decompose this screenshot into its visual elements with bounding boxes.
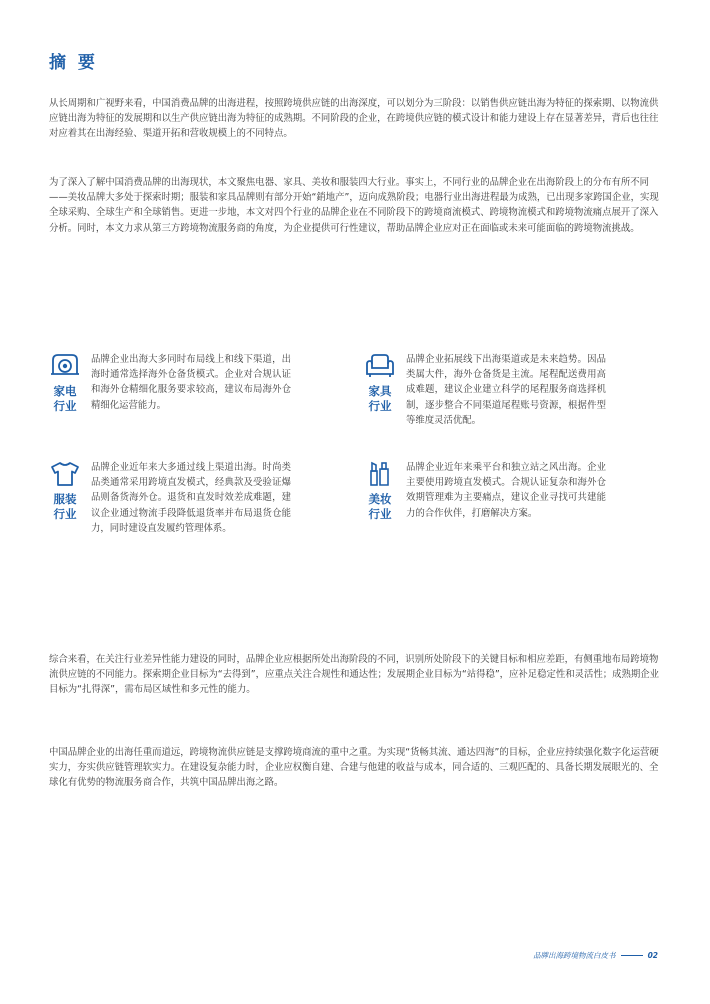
industry-description: 品牌企业近年来乘平台和独立站之风出海。企业主要使用跨境直发模式。合规认证复杂和海外仓效期管理难为主要痛点，建议企业寻找可共建能力的合作伙伴，打磨解决方案。 xyxy=(406,462,606,519)
page-number: 02 xyxy=(647,951,658,960)
footer-title: 品牌出海跨境物流白皮书 xyxy=(533,951,616,960)
summary-paragraph-4: 中国品牌企业的出海任重而道远，跨境物流供应链是支撑跨境商流的重中之重。为实现“货畅其流、通达四海”的目标，企业应持续强化数字化运营硬实力，夯实供应链管理软实力。在建设复杂能力时，企业应权衡自建、合建与他建的收益与成本，同合适的、三观匹配的、具备长期发展眼光的、全球化有优势的物流服务商合作，共筑中国品牌出海之路。 xyxy=(49,747,659,789)
industry-label: 服装 行业 xyxy=(53,492,77,521)
summary-paragraph-3: 综合来看，在关注行业差异性能力建设的同时，品牌企业应根据所处出海阶段的不同，识别所处阶段下的关键目标和相应差距，有侧重地布局跨境物流供应链的不同能力。探索期企业目标为“去得到”，应重点关注合规性和通达性；发展期企业目标为“站得稳”，应补足稳定性和灵活性；成熟期企业目标为“扎得深”，需布局区域性和多元性的能力。 xyxy=(49,654,660,696)
summary-paragraph-2: 为了深入了解中国消费品牌的出海现状，本文聚焦电器、家具、美妆和服装四大行业。事实上，不同行业的品牌企业在出海阶段上的分布有所不同——美妆品牌大多处于探索时期；服装和家具品牌则有部分开始“銷地产”，迈向成熟阶段；电器行业出海进程最为成熟，已出现多家跨国企业，实现全球采购、全球生产和全球销售。更进一步地，本文对四个行业的品牌企业在不同阶段下的跨境商流模式、跨境物流模式和跨境物流痛点展开了深入分析。同时，本文力求从第三方跨境物流服务商的角度，为企业提供可行性建议，帮助品牌企业应对正在面临或未来可能面临的跨境物流挑战。 xyxy=(49,177,659,234)
industry-description: 品牌企业拓展线下出海渠道或是未来趋势。因品类属大件，海外仓备货是主流。尾程配送费用高成难题，建议企业建立科学的尾程服务商选择机制，逐步整合不同渠道尾程账号资源，根据件型等维度灵活优配。 xyxy=(406,354,606,426)
industry-description: 品牌企业出海大多同时布局线上和线下渠道，出海时通常选择海外仓备货模式。企业对合规认证和海外仓精细化服务要求较高，建议布局海外仓精细化运营能力。 xyxy=(91,354,291,411)
appliance-icon xyxy=(49,352,81,380)
footer-divider xyxy=(621,955,643,956)
summary-paragraph-1: 从长周期和广视野来看，中国消费品牌的出海进程，按照跨境供应链的出海深度，可以划分为三阶段：以销售供应链出海为特征的探索期、以物流供应链出海为特征的发展期和以生产供应链出海为特征的成熟期。不同阶段的企业，在跨境供应链的模式设计和能力建设上存在显著差异，背后也往往对应着其在出海经验、渠道开拓和营收规模上的不同特点。 xyxy=(49,98,659,140)
industry-label: 家电 行业 xyxy=(53,384,77,413)
page-footer xyxy=(533,950,658,961)
industry-label: 家具 行业 xyxy=(368,384,392,413)
cosmetics-icon xyxy=(364,460,396,488)
industry-description: 品牌企业近年来大多通过线上渠道出海。时尚类品类通常采用跨境直发模式，经典款及受验证爆品则备货海外仓。退货和直发时效差成难题，建议企业通过物流手段降低退货率并布局退货仓能力，同时建设直发履约管理体系。 xyxy=(91,462,291,534)
sofa-icon xyxy=(364,352,396,380)
industry-label: 美妆 行业 xyxy=(368,492,392,521)
page-title: 摘 要 xyxy=(49,53,98,73)
tshirt-icon xyxy=(49,460,81,488)
